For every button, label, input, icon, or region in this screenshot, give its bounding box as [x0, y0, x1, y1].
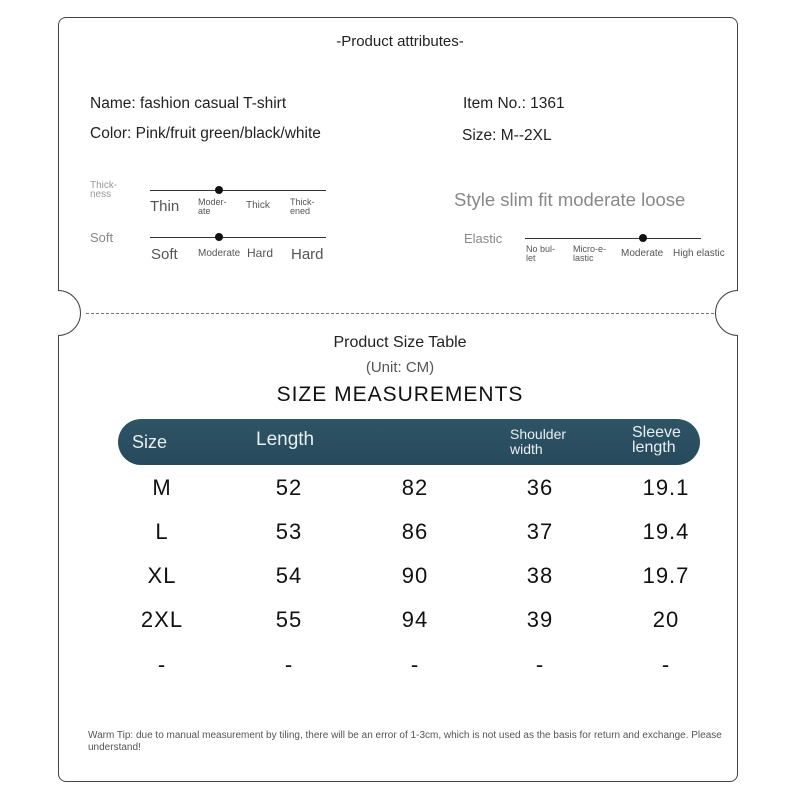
table-cell: 19.1 — [642, 475, 690, 500]
column-header-sleeve-length: Sleeve length — [632, 424, 681, 456]
table-cell: M — [152, 475, 172, 500]
table-cell: L — [155, 519, 169, 544]
table-cell: 55 — [275, 607, 303, 632]
style-description: Style slim fit moderate loose — [454, 189, 686, 210]
elastic-option: Moderate — [621, 248, 664, 259]
thickness-option: Thick- ened — [290, 197, 315, 216]
thickness-option: Thin — [150, 198, 180, 215]
attributes-heading: -Product attributes- — [336, 33, 464, 50]
table-cell: - — [157, 652, 167, 677]
table-cell: 53 — [275, 519, 303, 544]
table-cell: - — [661, 652, 671, 677]
table-cell: - — [284, 652, 294, 677]
table-cell: 2XL — [140, 607, 184, 632]
right-notch — [715, 290, 761, 336]
table-cell: 94 — [401, 607, 429, 632]
table-cell: 82 — [401, 475, 429, 500]
left-notch — [35, 290, 81, 336]
size-table-header — [118, 419, 700, 465]
table-cell: 90 — [401, 563, 429, 588]
dashed-divider — [86, 313, 714, 314]
item-number: Item No.: 1361 — [463, 95, 565, 112]
softness-label: Soft — [90, 230, 114, 245]
thickness-label: Thick- ness — [90, 180, 118, 200]
product-color: Color: Pink/fruit green/black/white — [90, 125, 321, 142]
size-table-title: Product Size Table — [333, 334, 467, 351]
table-cell: 19.7 — [642, 563, 690, 588]
table-cell: 36 — [526, 475, 554, 500]
elastic-scale-line — [525, 238, 701, 239]
table-cell: 86 — [401, 519, 429, 544]
softness-scale-line — [150, 237, 326, 238]
thickness-option: Moder- ate — [198, 197, 227, 216]
table-cell: XL — [147, 563, 177, 588]
table-cell: - — [535, 652, 545, 677]
softness-option: Moderate — [198, 248, 241, 259]
elastic-marker — [639, 234, 647, 242]
thickness-scale-line — [150, 190, 326, 191]
table-cell: 19.4 — [642, 519, 690, 544]
product-name: Name: fashion casual T-shirt — [90, 95, 287, 112]
table-cell: 38 — [526, 563, 554, 588]
column-header-size: Size — [132, 432, 168, 452]
softness-option: Hard — [291, 246, 324, 263]
elastic-option: High elastic — [673, 248, 725, 259]
table-cell: 52 — [275, 475, 303, 500]
softness-marker — [215, 233, 223, 241]
softness-option: Soft — [151, 246, 178, 263]
elastic-label: Elastic — [464, 231, 503, 246]
column-header-shoulder-width: Shoulder width — [510, 426, 567, 457]
elastic-option: No bul- let — [526, 244, 556, 263]
size-measurements-heading: SIZE MEASUREMENTS — [276, 383, 524, 406]
table-cell: 39 — [526, 607, 554, 632]
thickness-marker — [215, 186, 223, 194]
thickness-option: Thick — [246, 200, 270, 211]
table-cell: 37 — [526, 519, 554, 544]
warm-tip: Warm Tip: due to manual measurement by tiling, there will be an error of 1-3cm, which is not used as the basis for return and exchange. Please understand! — [88, 730, 722, 753]
size-table-unit: (Unit: CM) — [365, 359, 435, 376]
table-cell: 54 — [275, 563, 303, 588]
column-header-length: Length — [256, 429, 315, 450]
product-size-range: Size: M--2XL — [462, 127, 552, 144]
table-cell: 20 — [652, 607, 680, 632]
table-cell: - — [410, 652, 420, 677]
elastic-option: Micro-e- lastic — [573, 244, 606, 263]
softness-option: Hard — [247, 246, 274, 260]
